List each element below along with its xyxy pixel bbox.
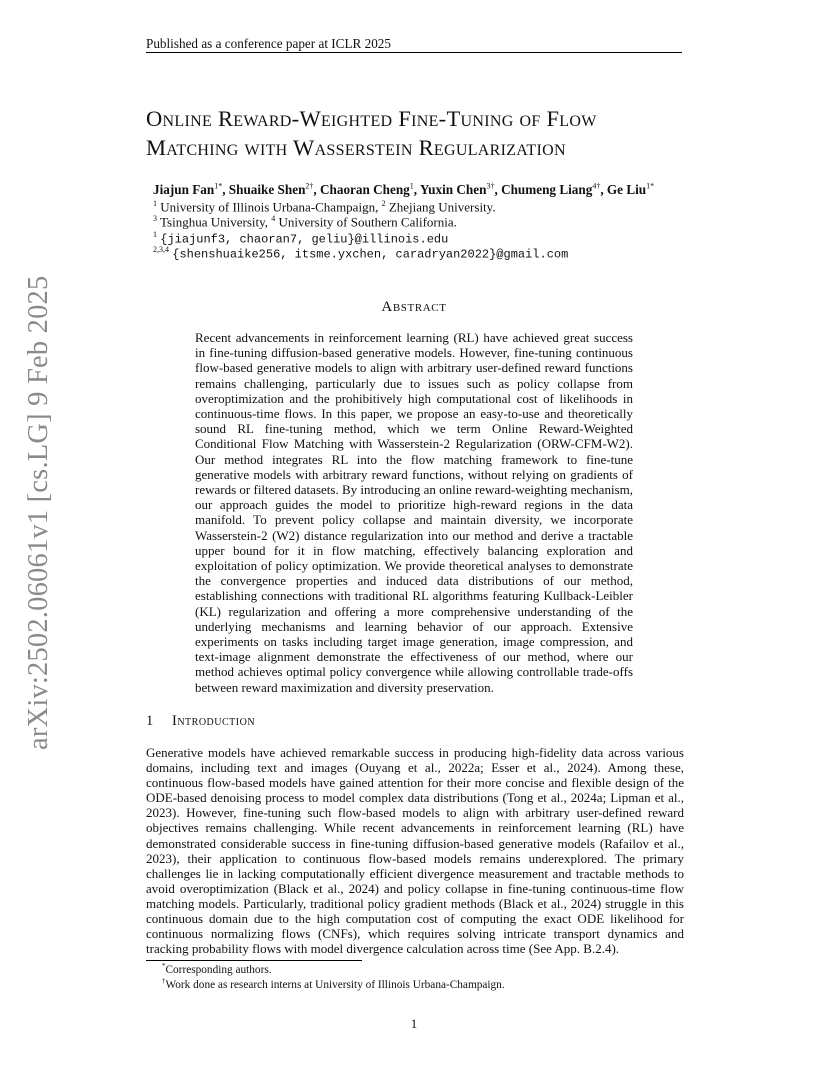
abstract-body: Recent advancements in reinforcement learning (RL) have achieved great success in fine-tuning diffusion-based generative models. However, fine-tuning continuous flow-based generative models to align with arbitrary user-defined reward functions remains challenging, particularly due to issues such as policy collapse from overoptimization and the prohibitively high computational cost of likelihoods in continuous-time flows. In this paper, we propose an easy-to-use and theoretically sound RL fine-tuning method, which we term Online Reward-Weighted Conditional Flow Matching with Wasserstein-2 Regularization (ORW-CFM-W2). Our method integrates RL into the flow matching framework to fine-tune generative models with arbitrary reward functions, without relying on gradients of rewards or filtered datasets. By introducing an online reward-weighting mechanism, our approach guides the model to prioritize high-reward regions in the data manifold. To prevent policy collapse and maintain diversity, we incorporate Wasserstein-2 (W2) distance regularization into our method and derive a tractable upper bound for it in flow matching, effectively balancing exploration and exploitation of policy optimization. We provide theoretical analyses to demonstrate the convergence properties and induced data distributions of our method, establishing connections with traditional RL algorithms featuring Kullback-Leibler (KL) regularization and offering a more comprehensive understanding of the underlying mechanisms and learning behavior of our approach. Extensive experiments on tasks including target image generation, image compression, and text-image alignment demonstrate the effectiveness of our method, where our method achieves optimal policy convergence while allowing controllable trade-offs between reward maximization and diversity preservation. (195, 330, 633, 695)
author: Yuxin Chen$^{3\dagger}$, (419, 182, 502, 198)
footnote-corresponding: *Corresponding authors. (162, 962, 272, 976)
running-header: Published as a conference paper at ICLR 2025 (146, 36, 391, 51)
author: Shuaike Shen$^{2\dagger}$, (228, 182, 320, 198)
author: Jiajun Fan$^{1*}$, (153, 182, 229, 198)
section-heading (146, 713, 255, 730)
intro-paragraph: Generative models have achieved remarkable success in producing high-fidelity data across various domains, including text and images (Ouyang et al., 2022a; Esser et al., 2024). Among these, continuous flow-based models have gained attention for their more concise and flexible design of the ODE-based denoising process to model complex data distributions (Tong et al., 2024a; Lipman et al., 2023). However, fine-tuning such flow-based models to align with arbitrary user-defined reward objectives remains challenging. While recent advancements in reinforcement learning (RL) have demonstrated considerable success in fine-tuning diffusion-based generative models (Rafailov et al., 2023), their application to continuous flow-based models remains underexplored. The primary challenges lie in lacking computationally efficient divergence measurement and tractable methods to avoid overoptimization (Black et al., 2024) and policy collapse in fine-tuning continuous-time flow matching models. Particularly, traditional policy gradient methods (Black et al., 2024) struggle in this continuous domain due to the high computation cost of computing the exact ODE likelihood for continuous normalizing flows (CNFs), which requires solving intricate transport dynamics and tracking probability flows with model divergence calculation across time (See App. B.2.4). (146, 745, 684, 957)
affiliation-line-2: $^3$ Tsinghua University, $^4$ University of Southern California. (153, 214, 457, 230)
abstract-heading: Abstract (381, 299, 447, 315)
author: Ge Liu$^{1*}$ (606, 182, 655, 198)
title-line-1: Online Reward-Weighted Fine-Tuning of Flow (146, 106, 597, 131)
paper-title (146, 104, 706, 162)
arxiv-stamp: arXiv:2502.06061v1 [cs.LG] 9 Feb 2025 (23, 275, 54, 750)
footnote-interns: †Work done as research interns at University of Illinois Urbana-Champaign. (162, 977, 505, 991)
author-list (153, 182, 654, 198)
author: Chaoran Cheng$^1$, (320, 182, 420, 198)
affiliation-line-1: $^1$ University of Illinois Urbana-Champaign, $^2$ Zhejiang University. (153, 199, 496, 215)
email-line-2: $^{2,3,4}$ {shenshuaike256, itsme.yxchen, caradryan2022}@gmail.com (153, 245, 569, 262)
section-title: Introduction (172, 713, 256, 729)
email-line-1: $^1$ {jiajunf3, chaoran7, geliu}@illinois.edu (153, 230, 449, 247)
header-rule (146, 52, 682, 53)
page-number: 1 (410, 1016, 418, 1031)
title-line-2: Matching with Wasserstein Regularization (146, 135, 566, 160)
section-number: 1 (146, 713, 154, 729)
author: Chumeng Liang$^{4\dagger}$, (501, 182, 607, 198)
footnote-rule (146, 960, 362, 961)
